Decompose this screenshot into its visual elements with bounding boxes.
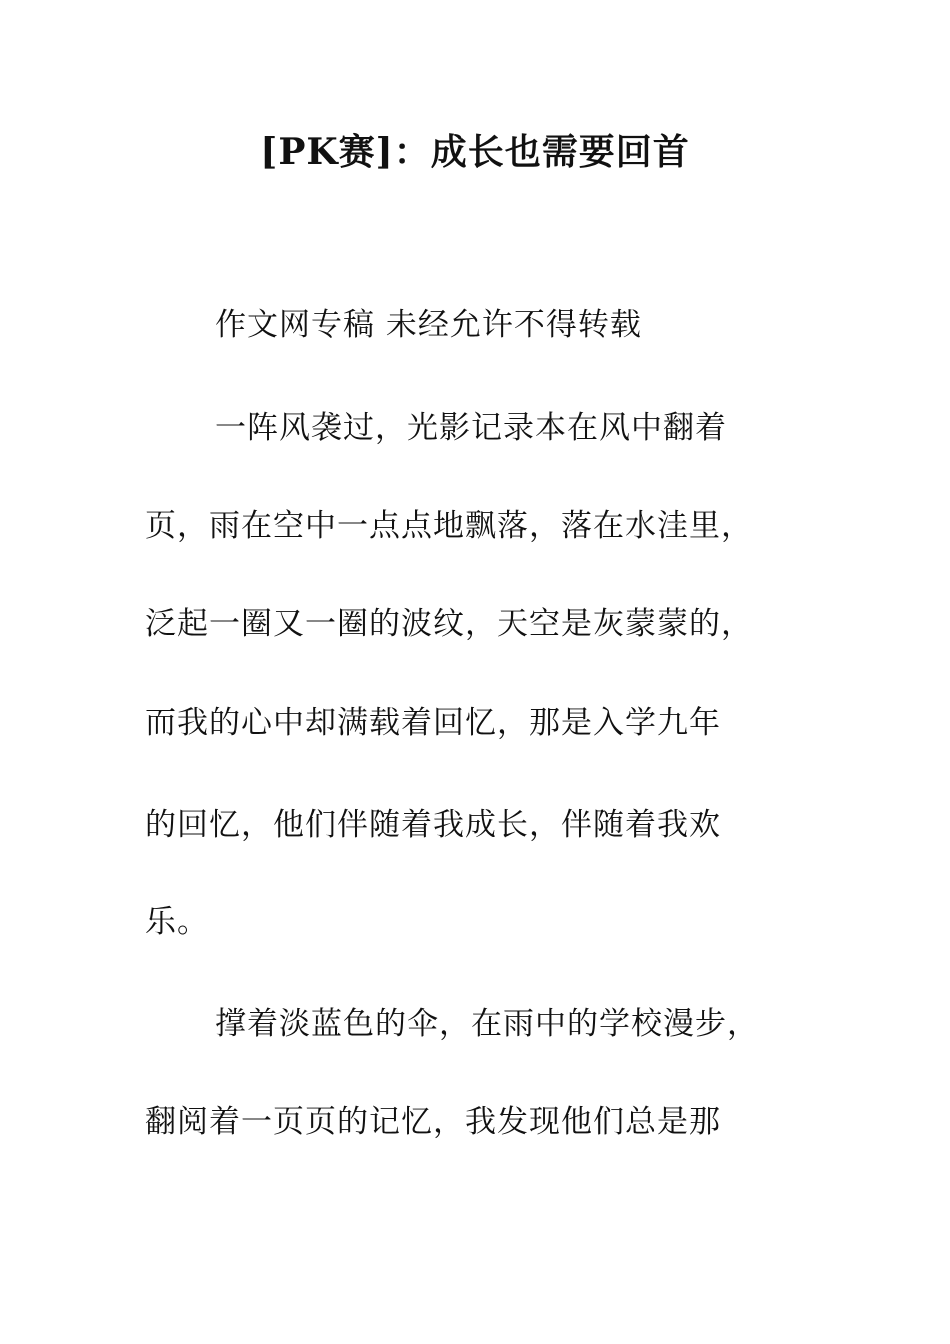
document-title: [PK赛]：成长也需要回首 <box>260 131 690 173</box>
paragraph-line: 而我的心中却满载着回忆，那是入学九年 <box>145 705 721 741</box>
paragraph-line: 撑着淡蓝色的伞，在雨中的学校漫步， <box>215 1006 759 1042</box>
paragraph-line: 的回忆，他们伴随着我成长，伴随着我欢 <box>145 807 721 843</box>
paragraph-line: 页，雨在空中一点点地飘落，落在水洼里， <box>145 508 753 544</box>
paragraph-line: 乐。 <box>145 904 209 940</box>
paragraph-line: 一阵风袭过，光影记录本在风中翻着 <box>215 410 727 446</box>
paragraph-line: 泛起一圈又一圈的波纹，天空是灰蒙蒙的， <box>145 606 753 642</box>
byline-text: 作文网专稿 未经允许不得转载 <box>215 307 642 343</box>
paragraph-line: 翻阅着一页页的记忆，我发现他们总是那 <box>145 1104 721 1140</box>
